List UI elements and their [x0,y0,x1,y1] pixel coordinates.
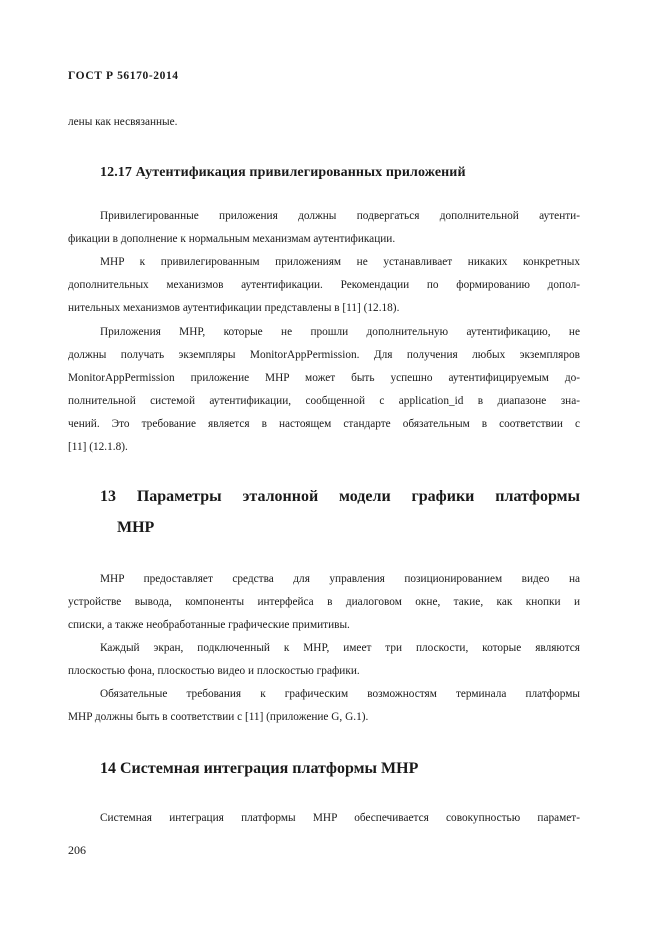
paragraph-line: плоскостью фона, плоскостью видео и плоскостью графики. [68,665,360,677]
section-14-title: 14 Системная интеграция платформы MHP [100,760,419,777]
page-number: 206 [68,843,86,857]
paragraph-line: Обязательные требования к графическим возможностям терминала платформы [100,688,580,700]
section-13-title-line1: 13 Параметры эталонной модели графики платформы [100,488,580,505]
paragraph-line: дополнительных механизмов аутентификации. Рекомендации по формированию допол- [68,279,580,291]
section-13-title-line2: MHP [117,519,155,536]
paragraph-line: [11] (12.1.8). [68,441,128,453]
paragraph-line: MHP предоставляет средства для управления позиционированием видео на [100,573,580,585]
paragraph-line: должны получать экземпляры MonitorAppPermission. Для получения любых экземпляров [68,349,580,361]
paragraph-line: MHP должны быть в соответствии с [11] (приложение G, G.1). [68,711,369,723]
paragraph-line: Приложения MHP, которые не прошли дополнительную аутентификацию, не [100,326,580,338]
section-12-17-title: 12.17 Аутентификация привилегированных приложений [100,165,466,180]
paragraph-line: фикации в дополнение к нормальным механизмам аутентификации. [68,233,396,245]
paragraph-line: списки, а также необработанные графические примитивы. [68,619,350,631]
paragraph-line: нительных механизмов аутентификации представлены в [11] (12.18). [68,302,400,314]
paragraph-line: Привилегированные приложения должны подвергаться дополнительной аутенти- [100,210,580,222]
paragraph-line: Каждый экран, подключенный к MHP, имеет три плоскости, которые являются [100,642,580,654]
paragraph-line: чений. Это требование является в настоящем стандарте обязательным в соответствии с [68,418,580,430]
paragraph-line: Системная интеграция платформы MHP обеспечивается совокупностью парамет- [100,812,580,824]
standard-code-header: ГОСТ Р 56170-2014 [68,70,179,82]
paragraph-line: MHP к привилегированным приложениям не устанавливает никаких конкретных [100,256,580,268]
paragraph-line: устройстве вывода, компоненты интерфейса в диалоговом окне, такие, как кнопки и [68,596,580,608]
carry-over-line: лены как несвязанные. [68,116,178,128]
paragraph-line: полнительной системой аутентификации, сообщенной с application_id в диапазоне зна- [68,395,580,407]
paragraph-line: MonitorAppPermission приложение MHP может быть успешно аутентифицируемым до- [68,372,580,384]
